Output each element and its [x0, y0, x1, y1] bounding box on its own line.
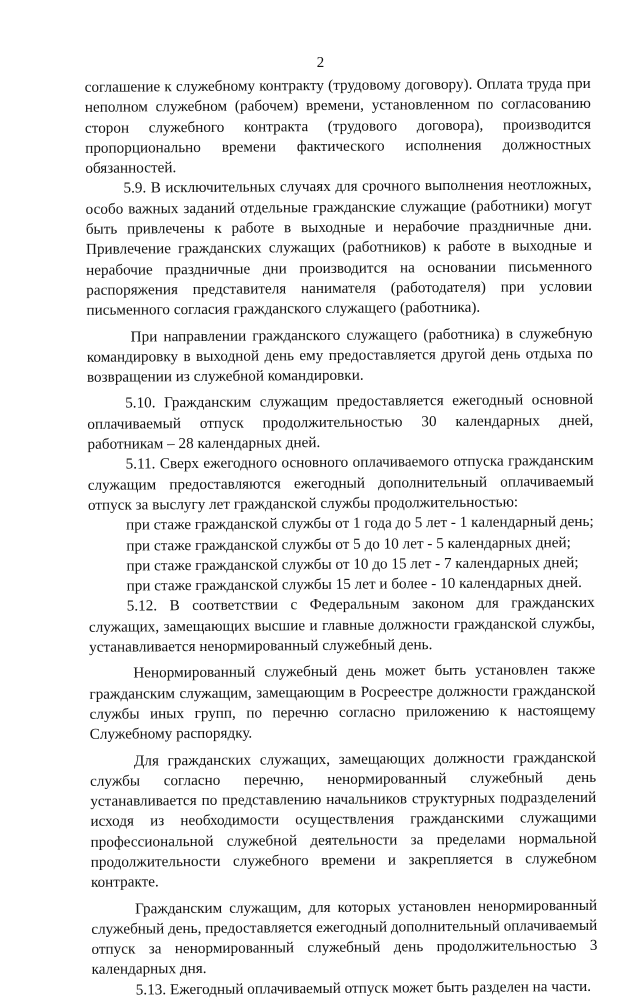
paragraph-5-11: 5.11. Сверх ежегодного основного оплачиваемого отпуска гражданским служащим предоставляются ежегодный дополнительный оплачиваемый отпуск за выслугу лет гражданской службы продолжительностью:: [87, 452, 594, 514]
page-number: 2: [316, 54, 325, 72]
paragraph-business-trip: При направлении гражданского служащего (работника) в служебную командировку в выходной день ему предоставляется другой день отдыха по возвращении из служебной командировки.: [86, 324, 593, 386]
paragraph-irregular-day-list: Для гражданских служащих, замещающих должности гражданской службы согласно перечню, ненормированный служебный день устанавливается по представлению начальников структурных подразделений исходя из необходимости осуществления гражданскими служащими профессиональной служебной деятельности за пределами нормальной продолжительности служебного времени и закрепляется в служебном контракте.: [90, 748, 597, 892]
paragraph-irregular-day: Ненормированный служебный день может быть установлен также гражданским служащим, замещающим в Росреестре должности гражданской службы иных групп, по перечню согласно приложению к настоящему Служебному распорядку.: [89, 661, 596, 744]
paragraph-additional-leave: Гражданским служащим, для которых установлен ненормированный служебный день, предоставляется ежегодный дополнительный оплачиваемый отпуск за ненормированный служебный день продолжительностью 3 календарных дня.: [91, 896, 598, 979]
list-item-tenure-15-plus: при стаже гражданской службы 15 лет и более - 10 календарных дней.: [126, 574, 582, 595]
list-item-tenure-5-10: при стаже гражданской службы от 5 до 10 лет - 5 календарных дней;: [126, 533, 571, 555]
paragraph-5-13: 5.13. Ежегодный оплачиваемый отпуск может быть разделен на части.: [135, 977, 592, 999]
list-item-tenure-10-15: при стаже гражданской службы от 10 до 15 лет - 7 календарных дней;: [126, 553, 579, 575]
document-body: [85, 74, 598, 1001]
paragraph-5-10: 5.10. Гражданским служащим предоставляется ежегодный основной оплачиваемый отпуск продолжительностью 30 календарных дней, работникам – 28 календарных дней.: [87, 391, 594, 453]
paragraph-continuation: соглашение к служебному контракту (трудовому договору). Оплата труда при неполном служебном (рабочем) времени, установленном по согласованию сторон служебного контракта (трудового договора), производится пропорционально времени фактического исполнения должностных обязанностей.: [84, 74, 592, 178]
list-item-tenure-1-5: при стаже гражданской службы от 1 года до 5 лет - 1 календарный день;: [126, 513, 594, 534]
paragraph-5-9: 5.9. В исключительных случаях для срочного выполнения неотложных, особо важных заданий отдельные гражданские служащие (работники) могут быть привлечены к работе в выходные и нерабочие праздничные дни. Привлечение гражданских служащих (работников) к работе в выходные и нерабочие праздничные дни производится на основании письменного распоряжения представителя нанимателя (работодателя) при условии письменного согласия гражданского служащего (работника).: [85, 176, 593, 320]
paragraph-5-12: 5.12. В соответствии с Федеральным законом для гражданских служащих, замещающих высшие и главные должности гражданской службы, устанавливается ненормированный служебный день.: [88, 594, 595, 656]
